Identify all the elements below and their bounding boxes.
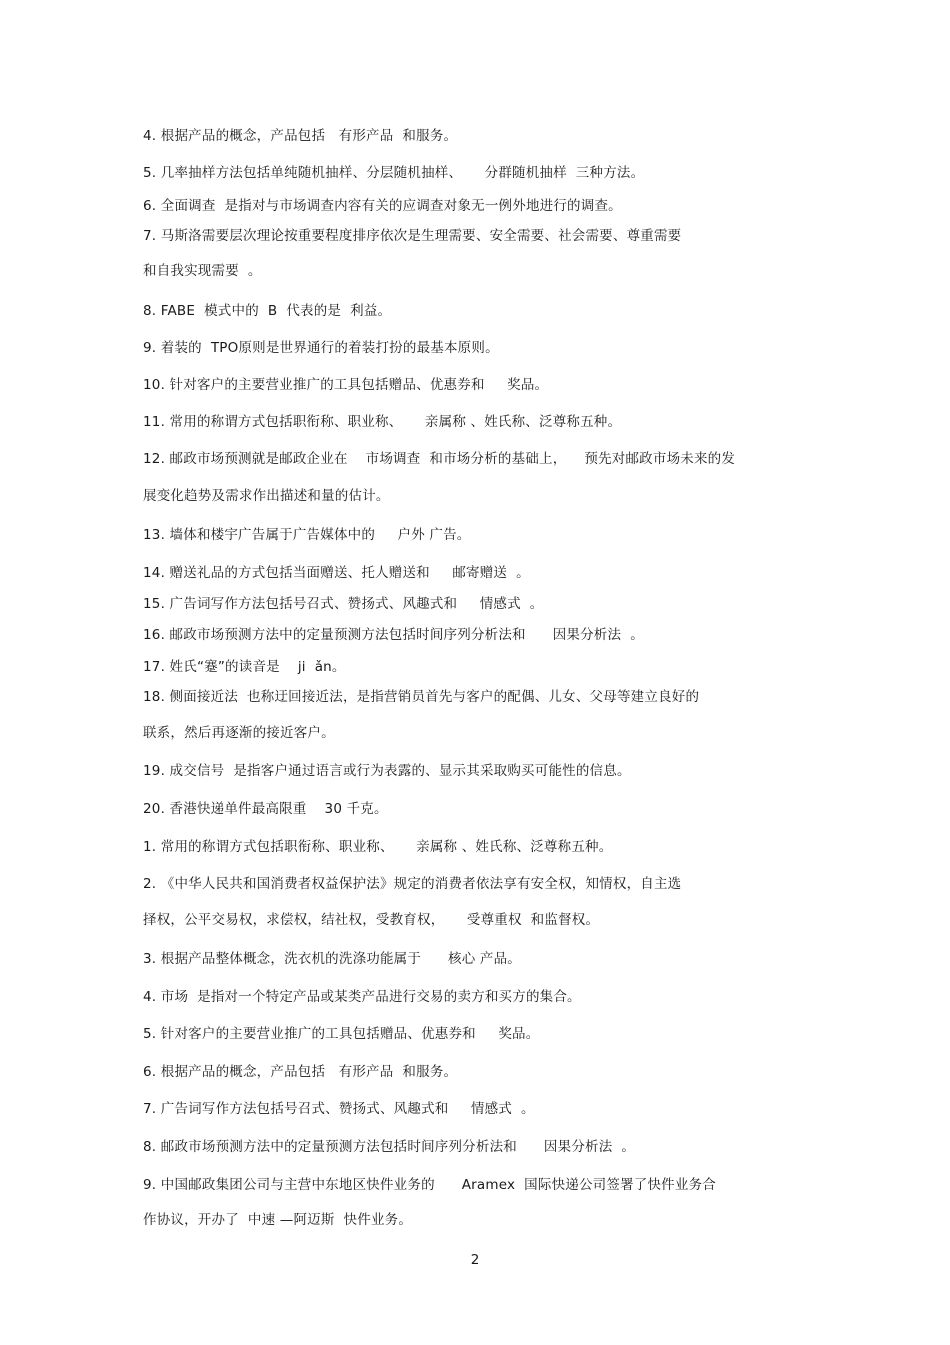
- text-line: 6. 全面调查 是指对与市场调查内容有关的应调查对象无一例外地进行的调查。: [143, 198, 622, 214]
- text-line: 17. 姓氏“蹇”的读音是 ji ǎn。: [143, 659, 346, 675]
- text-line: 7. 马斯洛需要层次理论按重要程度排序依次是生理需要、安全需要、社会需要、尊重需要: [143, 228, 682, 244]
- text-line: 4. 市场 是指对一个特定产品或某类产品进行交易的卖方和买方的集合。: [143, 989, 581, 1005]
- text-line: 13. 墙体和楼宇广告属于广告媒体中的 户外 广告。: [143, 527, 471, 543]
- text-line: 9. 中国邮政集团公司与主营中东地区快件业务的 Aramex 国际快递公司签署了快件业务合: [143, 1177, 716, 1193]
- text-line: 展变化趋势及需求作出描述和量的估计。: [143, 488, 390, 504]
- text-line: 4. 根据产品的概念，产品包括 有形产品 和服务。: [143, 128, 458, 144]
- text-line: 7. 广告词写作方法包括号召式、赞扬式、风趣式和 情感式 。: [143, 1101, 535, 1117]
- text-line: 16. 邮政市场预测方法中的定量预测方法包括时间序列分析法和 因果分析法 。: [143, 627, 644, 643]
- text-line: 作协议，开办了 中速 —阿迈斯 快件业务。: [143, 1212, 413, 1228]
- text-line: 5. 几率抽样方法包括单纯随机抽样、分层随机抽样、 分群随机抽样 三种方法。: [143, 165, 645, 181]
- text-line: 10. 针对客户的主要营业推广的工具包括赠品、优惠券和 奖品。: [143, 377, 549, 393]
- text-line: 联系，然后再逐渐的接近客户。: [143, 725, 335, 741]
- text-line: 12. 邮政市场预测就是邮政企业在 市场调查 和市场分析的基础上， 预先对邮政市场未来的发: [143, 451, 736, 467]
- text-line: 9. 着装的 TPO原则是世界通行的着装打扮的最基本原则。: [143, 340, 499, 356]
- text-line: 2. 《中华人民共和国消费者权益保护法》规定的消费者依法享有安全权，知情权，自主选: [143, 876, 682, 892]
- text-line: 择权，公平交易权，求偿权，结社权，受教育权， 受尊重权 和监督权。: [143, 912, 600, 928]
- text-line: 1. 常用的称谓方式包括职衔称、职业称、 亲属称 、姓氏称、泛尊称五种。: [143, 839, 613, 855]
- text-line: 19. 成交信号 是指客户通过语言或行为表露的、显示其采取购买可能性的信息。: [143, 763, 631, 779]
- text-line: 14. 赠送礼品的方式包括当面赠送、托人赠送和 邮寄赠送 。: [143, 565, 530, 581]
- text-line: 11. 常用的称谓方式包括职衔称、职业称、 亲属称 、姓氏称、泛尊称五种。: [143, 414, 622, 430]
- text-line: 15. 广告词写作方法包括号召式、赞扬式、风趣式和 情感式 。: [143, 596, 544, 612]
- text-line: 8. FABE 模式中的 B 代表的是 利益。: [143, 303, 392, 319]
- text-line: 20. 香港快递单件最高限重 30 千克。: [143, 801, 388, 817]
- page-number: 2: [470, 1252, 480, 1268]
- text-line: 和自我实现需要 。: [143, 263, 262, 279]
- text-line: 6. 根据产品的概念，产品包括 有形产品 和服务。: [143, 1064, 458, 1080]
- text-line: 3. 根据产品整体概念，洗衣机的洗涤功能属于 核心 产品。: [143, 951, 522, 967]
- text-line: 8. 邮政市场预测方法中的定量预测方法包括时间序列分析法和 因果分析法 。: [143, 1139, 636, 1155]
- text-line: 5. 针对客户的主要营业推广的工具包括赠品、优惠券和 奖品。: [143, 1026, 540, 1042]
- text-line: 18. 侧面接近法 也称迂回接近法，是指营销员首先与客户的配偶、儿女、父母等建立良好的: [143, 689, 700, 705]
